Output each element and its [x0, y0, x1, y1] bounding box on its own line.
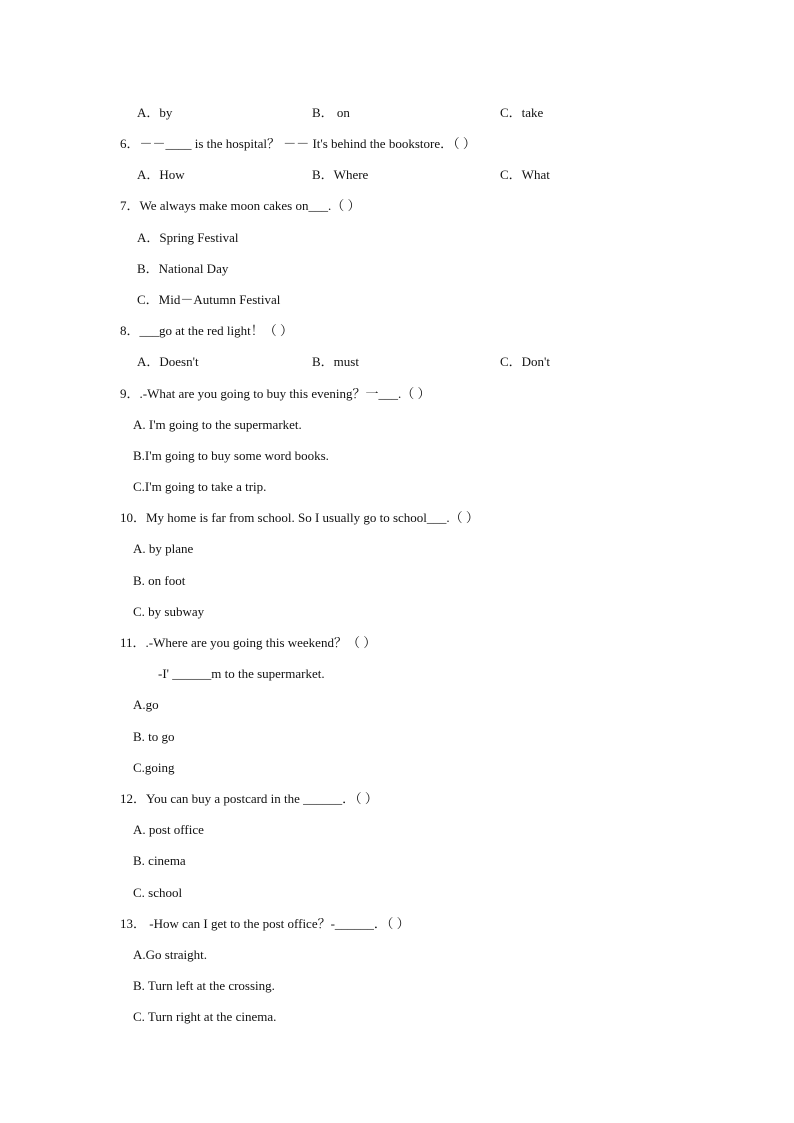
q11-answer-line: -I' ______m to the supermarket. [158, 666, 325, 681]
q9-option-c: C.I'm going to take a trip. [133, 479, 267, 494]
q7-option-c: C．Mid－Autumn Festival [137, 292, 281, 307]
q9-stem: 9．.-What are you going to buy this evening？一___.（ ） [120, 386, 431, 401]
q5-option-a: A．by [137, 105, 173, 120]
q6-option-a: A．How [137, 167, 185, 182]
q12-option-c: C. school [133, 885, 183, 900]
q7-stem: 7．We always make moon cakes on___.（ ） [120, 198, 361, 213]
q10-option-b: B. on foot [133, 573, 186, 588]
q11-option-c: C.going [133, 760, 175, 775]
q13-option-b: B. Turn left at the crossing. [133, 978, 275, 993]
q11-option-a: A.go [133, 697, 159, 712]
q13-stem: 13． -How can I get to the post office？-______．（ ） [120, 916, 410, 931]
q8-option-a: A．Doesn't [137, 354, 199, 369]
q9-option-a: A. I'm going to the supermarket. [133, 417, 302, 432]
q10-option-c: C. by subway [133, 604, 205, 619]
q8-option-b: B．must [312, 354, 359, 369]
q12-option-b: B. cinema [133, 853, 186, 868]
q11-stem: 11．.-Where are you going this weekend？（ ） [120, 635, 377, 650]
q6-stem: 6．－－____ is the hospital？ －－ It's behind the bookstore．（ ） [120, 136, 476, 151]
q7-option-b: B．National Day [137, 261, 229, 276]
q8-option-c: C．Don't [500, 354, 551, 369]
q5-option-c: C．take [500, 105, 544, 120]
q8-stem: 8．___go at the red light！（ ） [120, 323, 293, 338]
q6-option-c: C．What [500, 167, 550, 182]
q9-option-b: B.I'm going to buy some word books. [133, 448, 329, 463]
q12-stem: 12．You can buy a postcard in the ______．（ ） [120, 791, 378, 806]
q7-option-a: A．Spring Festival [137, 230, 239, 245]
q11-option-b: B. to go [133, 729, 175, 744]
q13-option-c: C. Turn right at the cinema. [133, 1009, 277, 1024]
q10-option-a: A. by plane [133, 541, 194, 556]
q10-stem: 10．My home is far from school. So I usually go to school___.（ ） [120, 510, 479, 525]
q13-option-a: A.Go straight. [133, 947, 208, 962]
q6-option-b: B．Where [312, 167, 369, 182]
q12-option-a: A. post office [133, 822, 204, 837]
q5-option-b: B． on [312, 105, 350, 120]
